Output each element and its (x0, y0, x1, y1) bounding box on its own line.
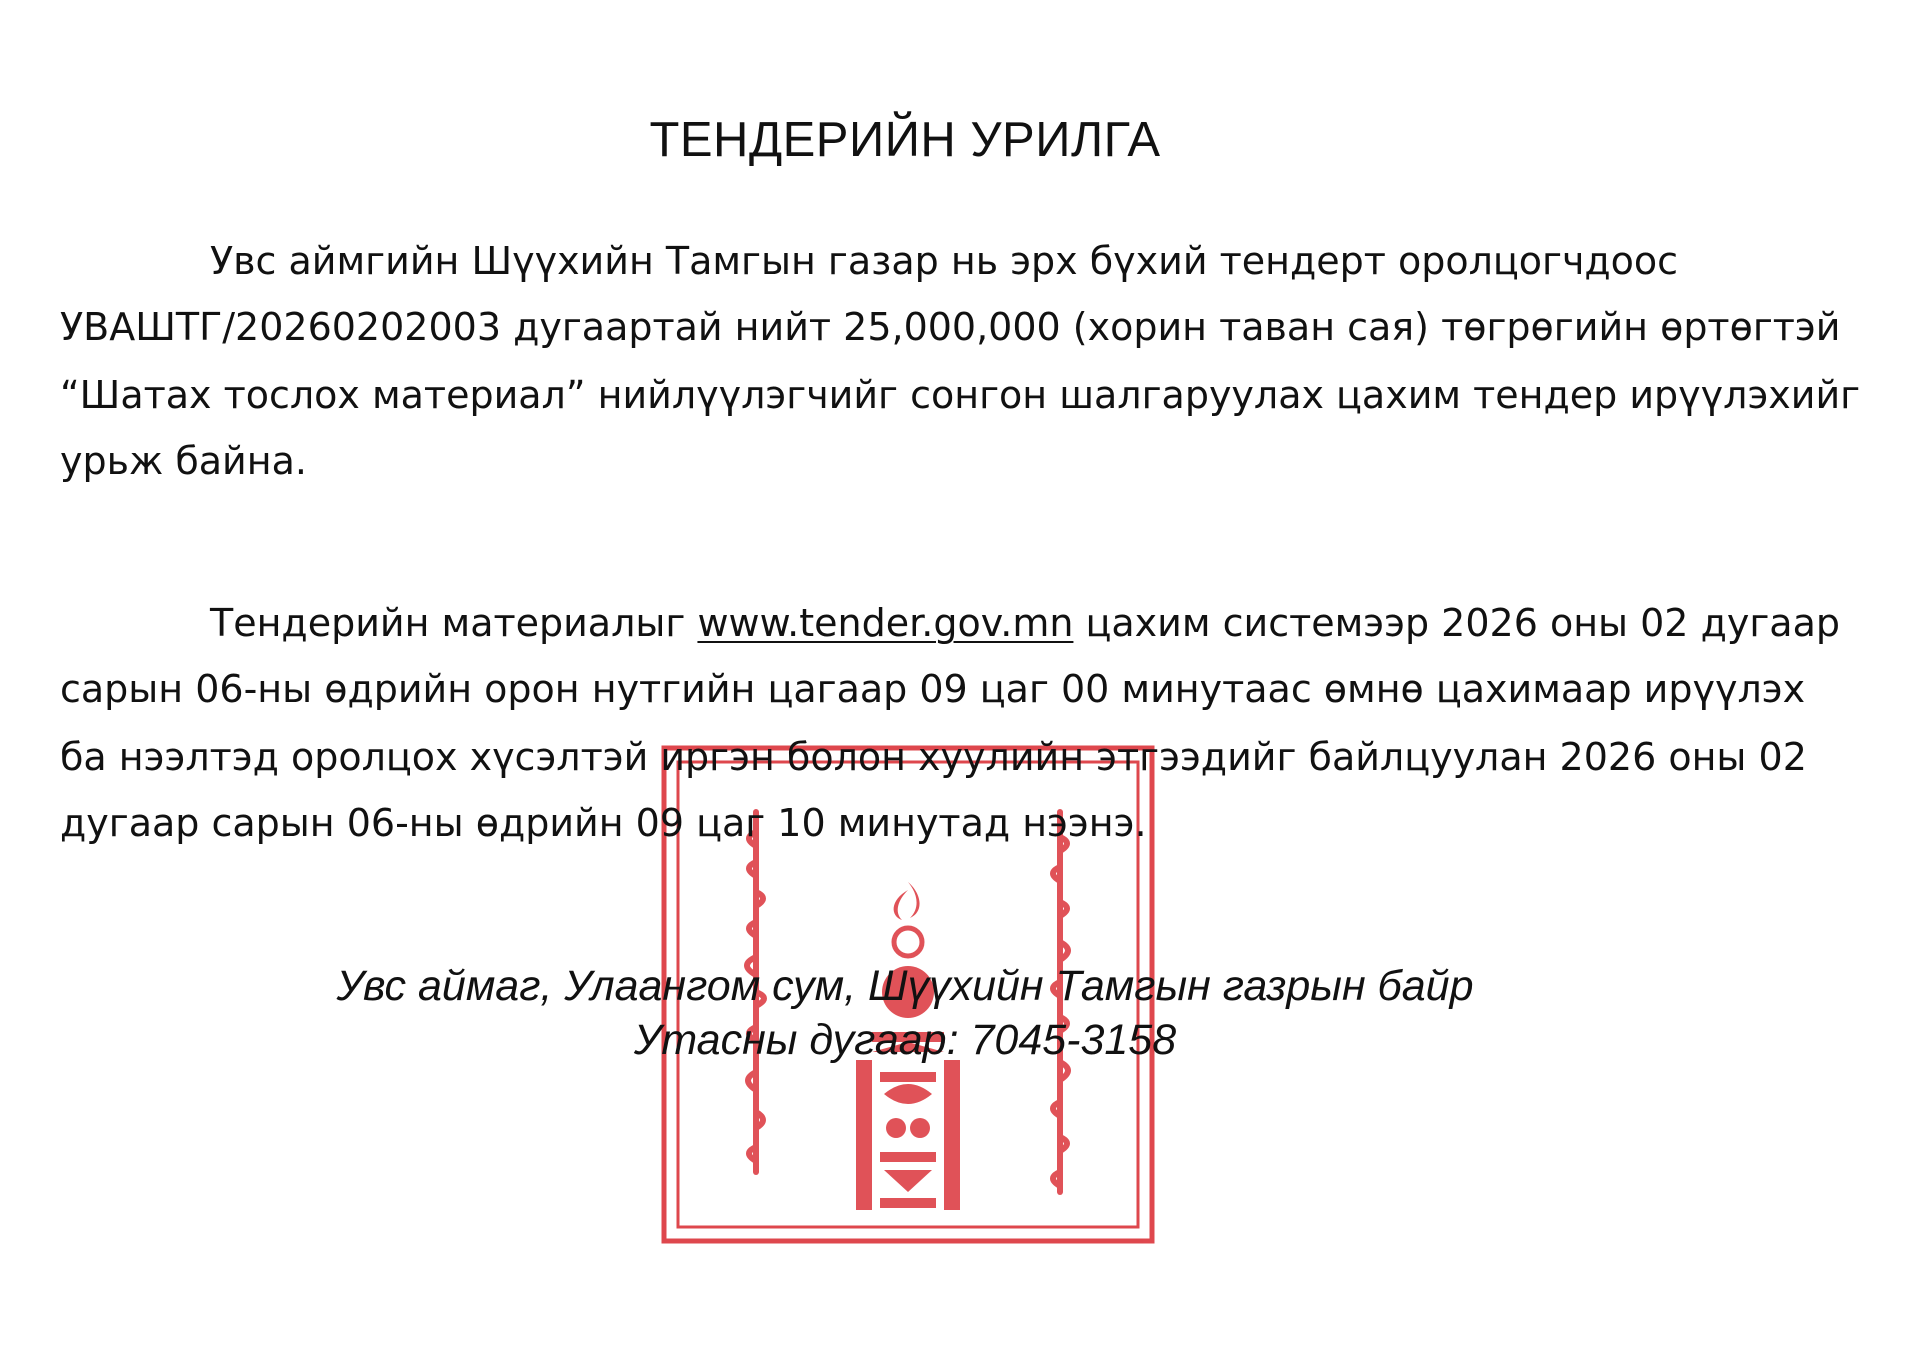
paragraph-intro-line-1: Увс аймгийн Шүүхийн Тамгын газар нь эрх бүхий тендерт оролцогчдоос (210, 239, 1679, 283)
paragraph-intro-line-3: “Шатах тослох материал” нийлүүлэгчийг сонгон шалгаруулах цахим тендер ирүүлэхийг (60, 373, 1861, 417)
paragraph-details-line-3: ба нээлтэд оролцох хүсэлтэй иргэн болон хуулийн этгээдийг байлцуулан 2026 оны 02 (60, 735, 1807, 779)
paragraph-details-line-1 (210, 590, 1840, 656)
paragraph-details-line-1-start: Тендерийн материалыг (210, 601, 698, 645)
tender-website-link[interactable]: www.tender.gov.mn (697, 601, 1074, 645)
paragraph-intro-line-4: урьж байна. (60, 439, 307, 483)
paragraph-intro (60, 228, 1880, 498)
paragraph-intro-line-2: УВАШТГ/20260202003 дугаартай нийт 25,000,000 (хорин таван сая) төгрөгийн өртөгтэй (60, 305, 1841, 349)
document-title: ТЕНДЕРИЙН УРИЛГА (649, 113, 1161, 167)
phone-number-line: Утасны дугаар: 7045-3158 (633, 1016, 1177, 1064)
paragraph-details (60, 590, 1900, 860)
paragraph-details-line-2: сарын 06-ны өдрийн орон нутгийн цагаар 09 цаг 00 минутаас өмнө цахимаар ирүүлэх (60, 667, 1806, 711)
paragraph-details-line-1-end: цахим системээр 2026 оны 02 дугаар (1073, 601, 1840, 645)
address-line: Увс аймаг, Улаангом сум, Шүүхийн Тамгын газрын байр (336, 962, 1474, 1010)
paragraph-details-line-4: дугаар сарын 06-ны өдрийн 09 цаг 10 минутад нээнэ. (60, 801, 1147, 845)
